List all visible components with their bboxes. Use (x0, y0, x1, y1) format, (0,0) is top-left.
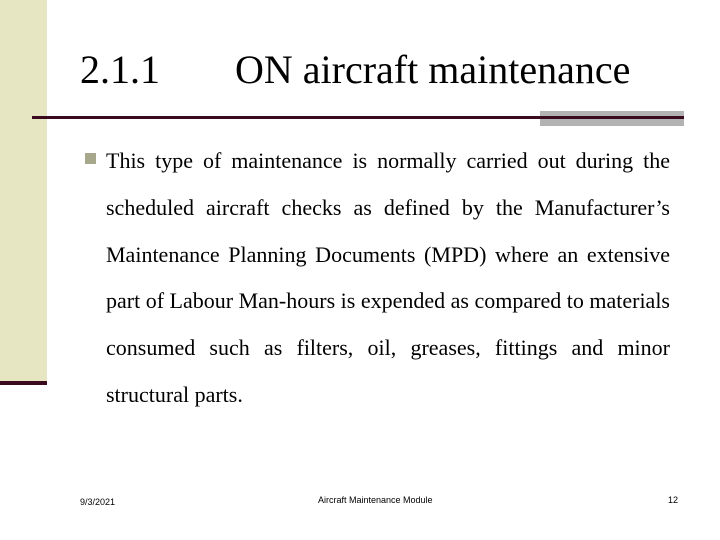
title-number: 2.1.1 (80, 47, 160, 92)
title-divider (32, 116, 540, 119)
page-number: 12 (668, 495, 679, 505)
footer-date: 9/3/2021 (80, 497, 116, 507)
left-bar-underline (0, 381, 47, 385)
bullet-square-icon (85, 153, 96, 164)
footer-title: Aircraft Maintenance Module (318, 495, 433, 505)
title-text: ON aircraft maintenance (235, 47, 631, 92)
slide-title (80, 42, 630, 98)
left-decorative-bar (0, 0, 47, 383)
title-divider-accent (540, 111, 684, 126)
body-paragraph: This type of maintenance is normally carried out during the scheduled aircraft checks as defined by the Manufacturer’s Maintenance Planning Documents (MPD) where an extensive part of Labour Man-hours is expended as compared to materials consumed such as filters, oil, greases, fittings and minor structural parts. (106, 148, 670, 407)
